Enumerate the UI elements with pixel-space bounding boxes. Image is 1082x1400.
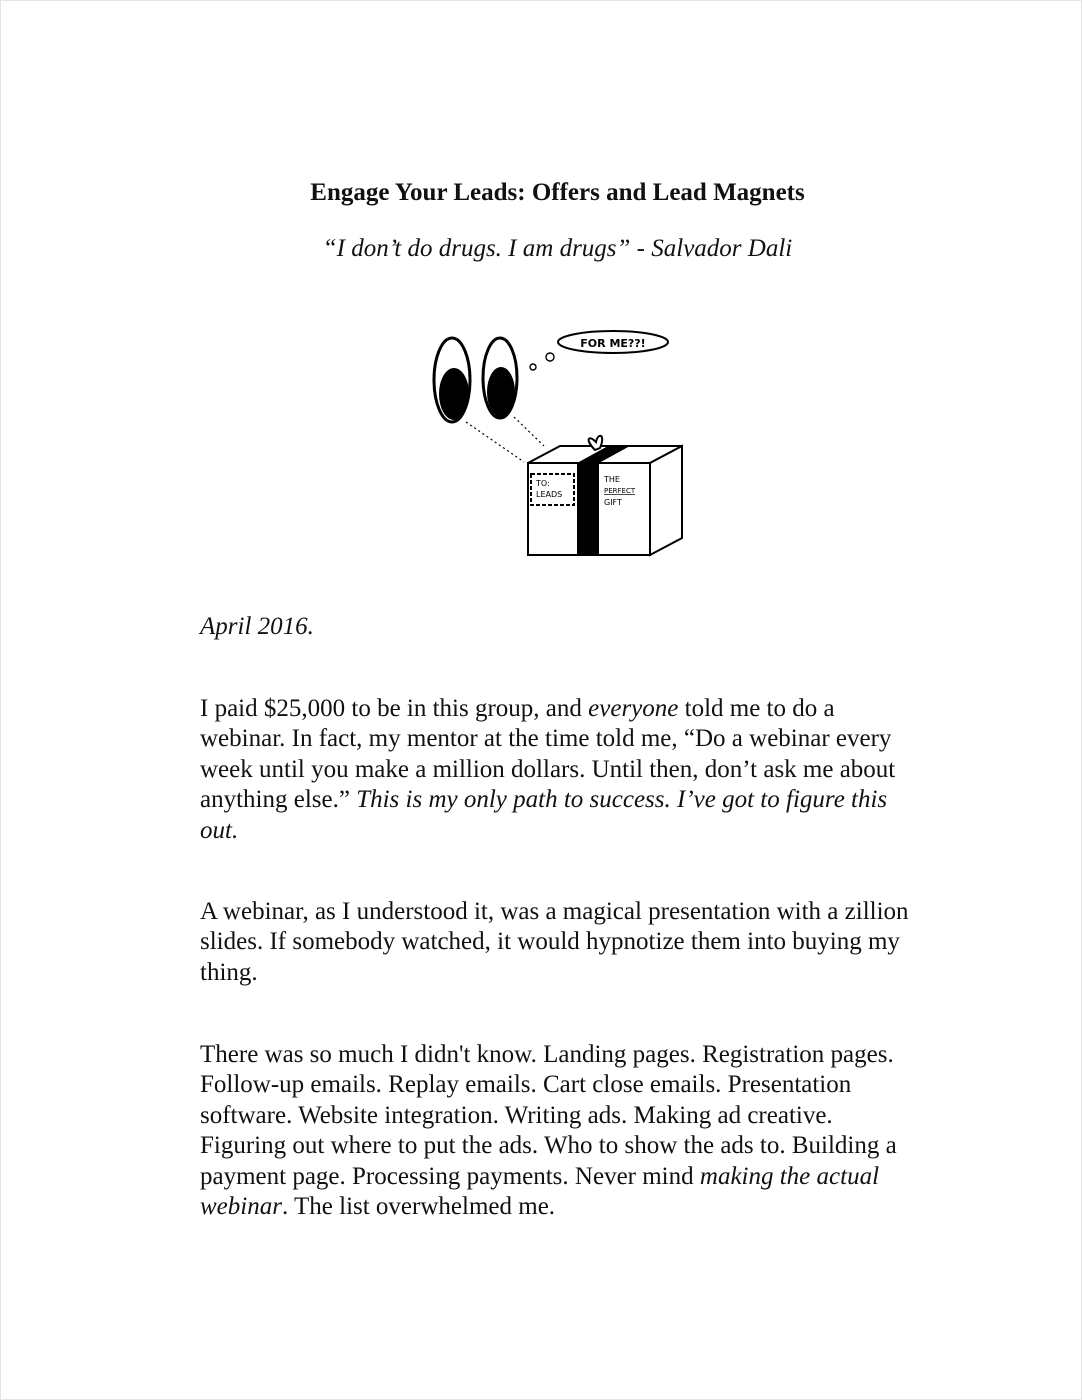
tag-label-line2: LEADS [536,490,563,499]
gift-box-illustration [420,322,700,567]
thought-bubble-text: FOR ME??! [580,337,646,350]
left-eye-icon [434,338,470,422]
paragraph-2-text: A webinar, as I understood it, was a magical presentation with a zillion slides. If somebody watched, it would hypnotize them into buying my thing. [200,898,909,986]
paragraph-3-text: There was so much I didn't know. Landing pages. Registration pages. Follow-up emails. Replay emails. Cart close emails. Presentation software. Website integration. Writing ads. Making ad creative. Figuring out where to put the ads. Who to show the ads to. Building a payment page. Processing payments. Never mind [200,1041,897,1190]
tag-label-line1: TO: [536,479,550,488]
paragraph-1-emphasis: everyone [588,695,679,722]
epigraph-quote: “I don’t do drugs. I am drugs” - Salvador Dali [322,235,793,262]
paragraph-3-text-2: . The list overwhelmed me. [281,1193,556,1221]
paragraph-1-italic-thought: This is my only path to success. I’ve got to figure this out. [200,786,888,844]
paragraph-3-emphasis: making the actual webinar [200,1162,880,1221]
paragraph-1-text: I paid $25,000 to be in this group, and [200,695,589,722]
gift-box-icon [528,436,682,555]
page-title: Engage Your Leads: Offers and Lead Magnets [310,179,805,206]
date-line: April 2016. [200,613,314,640]
paragraph-2 [200,897,920,988]
right-eye-icon [483,338,517,418]
box-label-line1: THE [604,475,620,484]
paragraph-3 [200,1040,920,1222]
paragraph-1-text-2: told me to do a webinar. In fact, my mentor at the time told me, “Do a webinar every week until you make a million dollars. Until then, don’t ask me about anything else.” [200,695,896,814]
box-label-line2: PERFECT [604,487,636,495]
box-label-line3: GIFT [604,498,622,507]
thought-bubble-icon [530,331,668,370]
paragraph-1 [200,694,920,846]
